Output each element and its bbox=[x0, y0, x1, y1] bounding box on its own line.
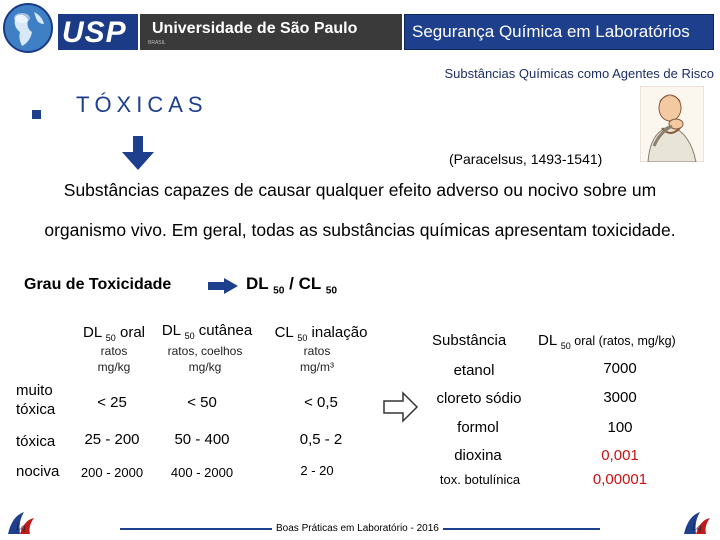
tox-cell: < 50 bbox=[187, 394, 217, 411]
university-sub: BRASIL bbox=[148, 40, 166, 46]
tox-cell: < 0,5 bbox=[304, 394, 338, 411]
tox-col-unit-inalacao-2: mg/m³ bbox=[300, 360, 334, 374]
substance-col-header: Substância bbox=[432, 332, 507, 349]
substance-value: 7000 bbox=[603, 360, 637, 377]
down-arrow-icon bbox=[122, 136, 154, 170]
definition-line-2: organismo vivo. Em geral, todas as substâncias químicas apresentam toxicidade. bbox=[44, 220, 676, 240]
dl-heading-sub1: 50 bbox=[273, 285, 285, 297]
tox-col-unit-oral-1: ratos bbox=[100, 344, 128, 358]
tox-row-level: tóxica bbox=[16, 433, 56, 450]
right-arrow-icon bbox=[208, 278, 238, 294]
dl-heading bbox=[246, 274, 337, 296]
tox-col-unit-cutanea-1: ratos, coelhos bbox=[167, 344, 243, 358]
tox-cell: 25 - 200 bbox=[84, 431, 140, 448]
tox-cell: < 25 bbox=[97, 394, 127, 411]
tox-col-header-oral: DL $_{50}$ oral bbox=[83, 324, 145, 343]
substance-name: tox. botulínica bbox=[439, 472, 521, 487]
svg-text:Lq: Lq bbox=[692, 522, 702, 532]
slide-heading: TÓXICAS bbox=[76, 92, 208, 117]
course-title: Segurança Química em Laboratórios bbox=[412, 22, 690, 41]
dl-heading-sep: / CL bbox=[284, 274, 326, 293]
substance-value: 0,00001 bbox=[592, 471, 648, 488]
tox-col-unit-oral-2: mg/kg bbox=[97, 360, 131, 374]
substance-name: cloreto sódio bbox=[436, 390, 522, 407]
definition-line-1: Substâncias capazes de causar qualquer efeito adverso ou nocivo sobre um bbox=[63, 180, 657, 200]
dl-heading-sub2: 50 bbox=[325, 285, 338, 297]
bullet-marker bbox=[32, 110, 41, 119]
university-name: Universidade de São Paulo bbox=[152, 20, 358, 37]
lab-logo-icon bbox=[4, 508, 38, 536]
globe-icon bbox=[2, 2, 54, 54]
tox-cell: 200 - 2000 bbox=[80, 465, 144, 480]
footer-text: Boas Práticas em Laboratório - 2016 bbox=[272, 523, 443, 534]
tox-col-unit-cutanea-2: mg/kg bbox=[188, 360, 222, 374]
substance-name: formol bbox=[457, 419, 499, 436]
dl-heading-dl: DL bbox=[246, 274, 269, 293]
usp-logo-text: USP bbox=[62, 16, 127, 49]
slide-subtitle: Substâncias Químicas como Agentes de Risco bbox=[444, 66, 714, 81]
tox-row-level: nociva bbox=[16, 463, 60, 480]
grau-label: Grau de Toxicidade bbox=[24, 276, 172, 293]
tox-row-level-2: tóxica bbox=[16, 401, 56, 418]
substance-value: 3000 bbox=[603, 389, 637, 406]
tox-cell: 0,5 - 2 bbox=[299, 431, 343, 448]
tox-col-unit-inalacao-1: ratos bbox=[303, 344, 331, 358]
substance-name: dioxina bbox=[454, 447, 502, 464]
substance-name: etanol bbox=[453, 362, 495, 379]
dl-col-header: DL $_{50}$ oral (ratos, mg/kg) bbox=[538, 332, 676, 351]
tox-col-header-inalacao: CL $_{50}$ inalação bbox=[274, 324, 368, 343]
lab-logo-icon bbox=[680, 508, 714, 536]
tox-cell: 2 - 20 bbox=[300, 463, 334, 478]
substance-value: 0,001 bbox=[601, 447, 639, 464]
tox-row-level: muito bbox=[16, 382, 53, 399]
person-choking-icon bbox=[640, 86, 704, 162]
svg-text:Lq: Lq bbox=[16, 522, 26, 532]
tox-col-header-cutanea: DL $_{50}$ cutânea bbox=[161, 322, 253, 341]
tox-cell: 50 - 400 bbox=[174, 431, 230, 448]
tox-cell: 400 - 2000 bbox=[170, 465, 234, 480]
substance-value: 100 bbox=[607, 419, 633, 436]
citation: (Paracelsus, 1493-1541) bbox=[449, 151, 603, 167]
